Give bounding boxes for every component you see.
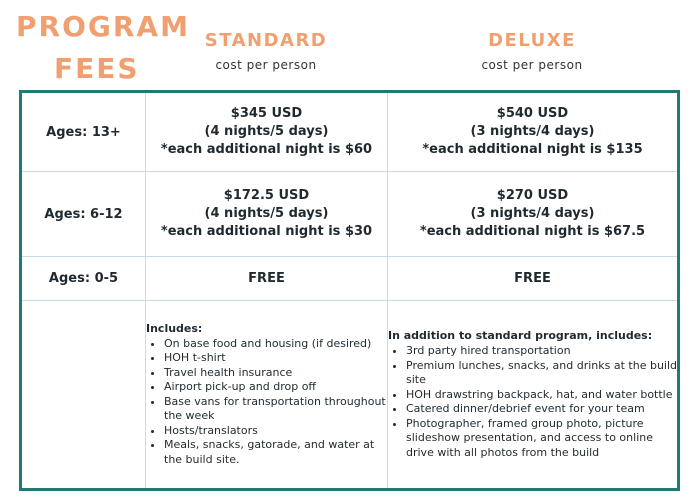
list-item: • Base vans for transportation throughout the week [164,395,387,424]
deluxe-includes-cell [388,301,679,490]
price-duration: (4 nights/5 days) [204,124,329,139]
standard-includes-cell [146,301,388,490]
standard-price-cell [146,92,388,172]
deluxe-subtitle: cost per person [481,58,583,72]
empty-cell [21,301,146,490]
list-item: • Catered dinner/debrief event for your team [406,402,677,417]
table-row [21,172,679,257]
age-cell: Ages: 6-12 [21,172,146,257]
page-title-line2: FEES [54,52,140,85]
list-item: • Travel health insurance [164,366,387,381]
price-extra-night: *each additional night is $60 [160,142,373,157]
table-row [21,92,679,172]
standard-includes-heading: Includes: [146,321,203,335]
list-item: • Hosts/translators [164,424,387,439]
standard-includes-list [146,337,387,468]
deluxe-price-cell [388,172,679,257]
price-extra-night: *each additional night is $30 [160,224,373,239]
price-extra-night: *each additional night is $135 [422,142,643,157]
list-item: • Airport pick-up and drop off [164,380,387,395]
page-title-line1: PROGRAM [16,10,190,43]
age-cell: Ages: 13+ [21,92,146,172]
price-amount: $270 USD [496,188,569,203]
deluxe-price-cell [388,92,679,172]
deluxe-price-cell: FREE [388,257,679,301]
deluxe-includes-heading: In addition to standard program, includes: [388,329,653,342]
fees-table [19,90,680,491]
standard-price-cell: FREE [146,257,388,301]
list-item: • 3rd party hired transportation [406,344,677,359]
price-amount: $172.5 USD [223,188,310,203]
price-extra-night: *each additional night is $67.5 [419,224,646,239]
price-amount: $345 USD [230,106,303,121]
table-row [21,257,679,301]
deluxe-title: DELUXE [488,30,576,51]
table-row [21,301,679,490]
price-duration: (3 nights/4 days) [470,206,595,221]
standard-price-cell [146,172,388,257]
list-item: • Photographer, framed group photo, picture slideshow presentation, and access to online drive with all photos from the build [406,417,677,461]
list-item: • HOH drawstring backpack, hat, and water bottle [406,388,677,403]
price-amount: $540 USD [496,106,569,121]
deluxe-includes-list [388,344,677,460]
standard-subtitle: cost per person [215,58,317,72]
standard-column-header [146,30,386,72]
price-duration: (4 nights/5 days) [204,206,329,221]
price-duration: (3 nights/4 days) [470,124,595,139]
list-item: • On base food and housing (if desired) [164,337,387,352]
list-item: • HOH t-shirt [164,351,387,366]
deluxe-column-header [388,30,676,72]
list-item: • Meals, snacks, gatorade, and water at the build site. [164,438,387,467]
standard-title: STANDARD [204,30,328,51]
age-cell: Ages: 0-5 [21,257,146,301]
list-item: • Premium lunches, snacks, and drinks at the build site [406,359,677,388]
